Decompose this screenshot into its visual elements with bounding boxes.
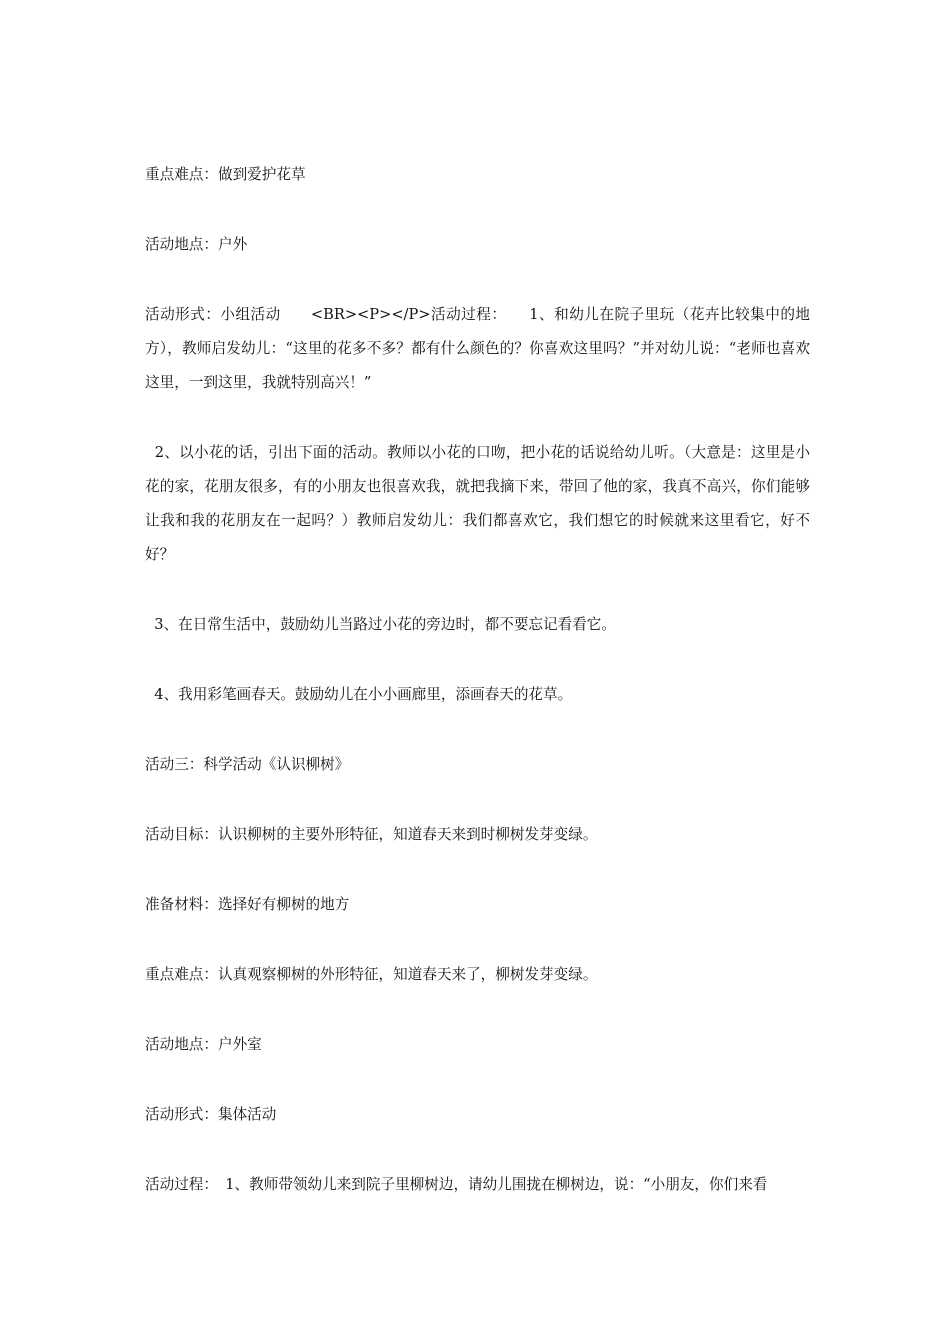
paragraph-activity-goal: 活动目标：认识柳树的主要外形特征，知道春天来到时柳树发芽变绿。 [145,826,598,843]
paragraph-process-2: 活动过程： 1、教师带领幼儿来到院子里柳树边，请幼儿围拢在柳树边，说：“小朋友，你们来看 [145,1176,768,1193]
paragraph-materials: 准备材料：选择好有柳树的地方 [145,896,350,913]
paragraph-key-difficulty-2: 重点难点：认真观察柳树的外形特征，知道春天来了，柳树发芽变绿。 [145,966,598,983]
document-body [145,158,810,1202]
paragraph-form-and-process: 活动形式：小组活动 <BR><P></P>活动过程： 1、和幼儿在院子里玩（花卉比较集中的地方），教师启发幼儿：“这里的花多不多？都有什么颜色的？你喜欢这里吗？”并对幼儿说：“老师也喜欢这里，一到这里，我就特别高兴！” [145,306,810,391]
paragraph-key-difficulty: 重点难点：做到爱护花草 [145,166,306,183]
paragraph-step-2: 2、以小花的话，引出下面的活动。教师以小花的口吻，把小花的话说给幼儿听。（大意是：这里是小花的家，花朋友很多，有的小朋友也很喜欢我，就把我摘下来，带回了他的家，我真不高兴，你们能够让我和我的花朋友在一起吗？）教师启发幼儿：我们都喜欢它，我们想它的时候就来这里看它，好不好？ [145,444,811,563]
paragraph-activity-three-title: 活动三：科学活动《认识柳树》 [145,756,350,773]
paragraph-step-3: 3、在日常生活中，鼓励幼儿当路过小花的旁边时，都不要忘记看看它。 [145,616,616,633]
paragraph-form-2: 活动形式：集体活动 [145,1106,277,1123]
paragraph-step-4: 4、我用彩笔画春天。鼓励幼儿在小小画廊里，添画春天的花草。 [145,686,573,703]
paragraph-location: 活动地点：户外 [145,236,248,253]
paragraph-location-2: 活动地点：户外室 [145,1036,262,1053]
